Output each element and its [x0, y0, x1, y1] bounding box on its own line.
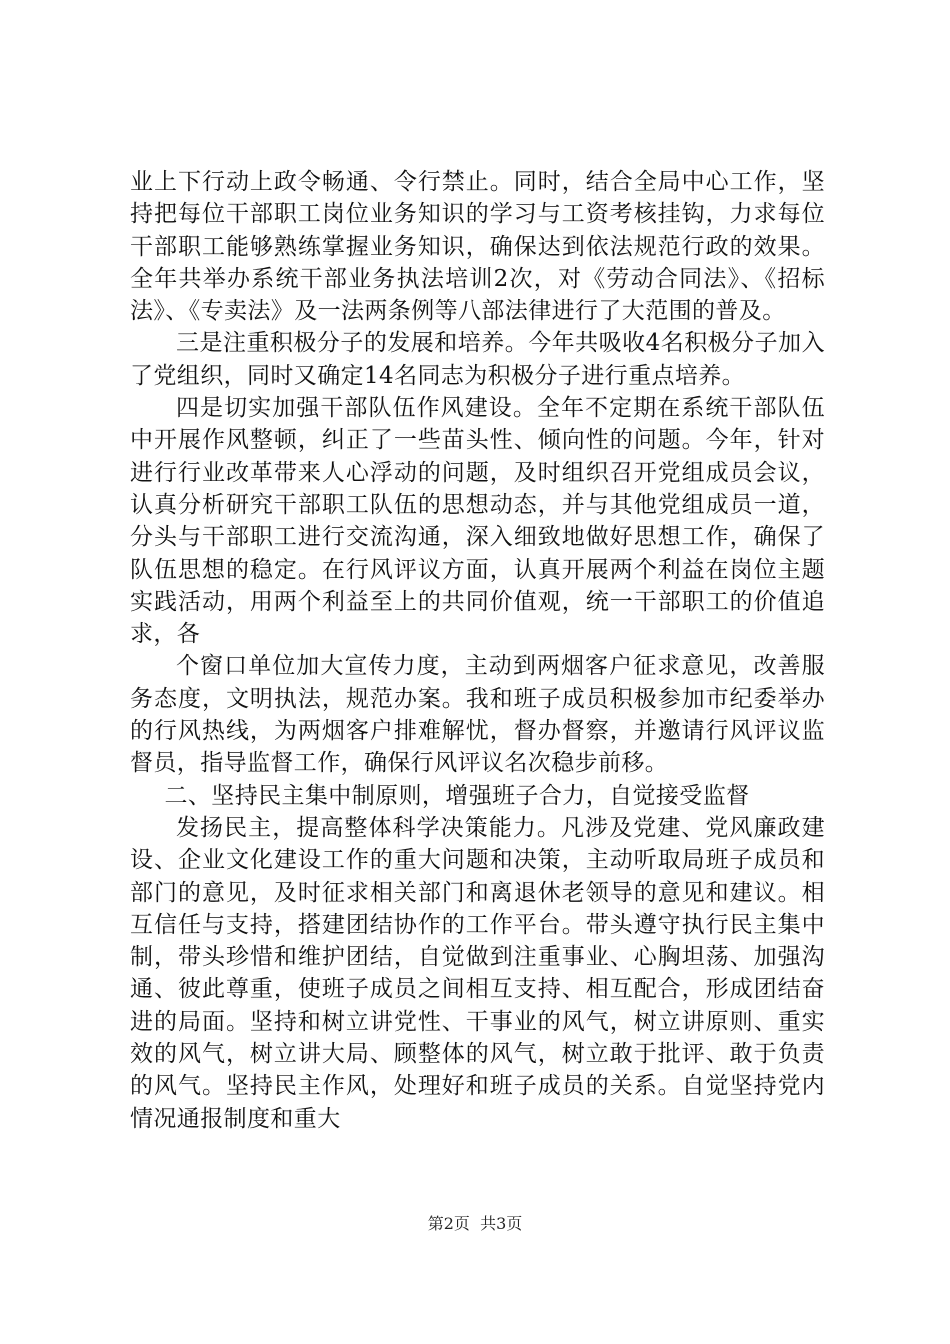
paragraph-activists: 三是注重积极分子的发展和培养。今年共吸收4名积极分子加入了党组织，同时又确定14名同志为积极分子进行重点培养。 — [130, 330, 825, 389]
paragraph-service-windows: 个窗口单位加大宣传力度，主动到两烟客户征求意见，改善服务态度，文明执法，规范办案。我和班子成员积极参加市纪委举办的行风热线，为两烟客户排难解忧，督办督察，并邀请行风评议监督员，指导监督工作，确保行风评议名次稳步前移。 — [130, 653, 825, 777]
document-body — [130, 166, 825, 1135]
paragraph-continuation: 业上下行动上政令畅通、令行禁止。同时，结合全局中心工作，坚持把每位干部职工岗位业务知识的学习与工资考核挂钩，力求每位干部职工能够熟练掌握业务知识，确保达到依法规范行政的效果。全年共举办系统干部业务执法培训2次，对《劳动合同法》、《招标法》、《专卖法》及一法两条例等八部法律进行了大范围的普及。 — [130, 169, 825, 325]
page-number: 第2页 共3页 — [427, 1214, 523, 1233]
page-footer — [0, 1214, 950, 1234]
paragraph-work-style: 四是切实加强干部队伍作风建设。全年不定期在系统干部队伍中开展作风整顿，纠正了一些苗头性、倾向性的问题。今年，针对进行行业改革带来人心浮动的问题，及时组织召开党组成员会议，认真分析研究干部职工队伍的思想动态，并与其他党组成员一道，分头与干部职工进行交流沟通，深入细致地做好思想工作，确保了队伍思想的稳定。在行风评议方面，认真开展两个利益在岗位主题实践活动，用两个利益至上的共同价值观，统一干部职工的价值追求，各 — [130, 395, 825, 648]
paragraph-democracy: 发扬民主，提高整体科学决策能力。凡涉及党建、党风廉政建设、企业文化建设工作的重大问题和决策，主动听取局班子成员和部门的意见，及时征求相关部门和离退休老领导的意见和建议。相互信任与支持，搭建团结协作的工作平台。带头遵守执行民主集中制，带头珍惜和维护团结，自觉做到注重事业、心胸坦荡、加强沟通、彼此尊重，使班子成员之间相互支持、相互配合，形成团结奋进的局面。坚持和树立讲党性、干事业的风气，树立讲原则、重实效的风气，树立讲大局、顾整体的风气，树立敢于批评、敢于负责的风气。坚持民主作风，处理好和班子成员的关系。自觉坚持党内情况通报制度和重大 — [130, 814, 825, 1132]
section-heading: 二、坚持民主集中制原则，增强班子合力，自觉接受监督 — [164, 782, 750, 809]
